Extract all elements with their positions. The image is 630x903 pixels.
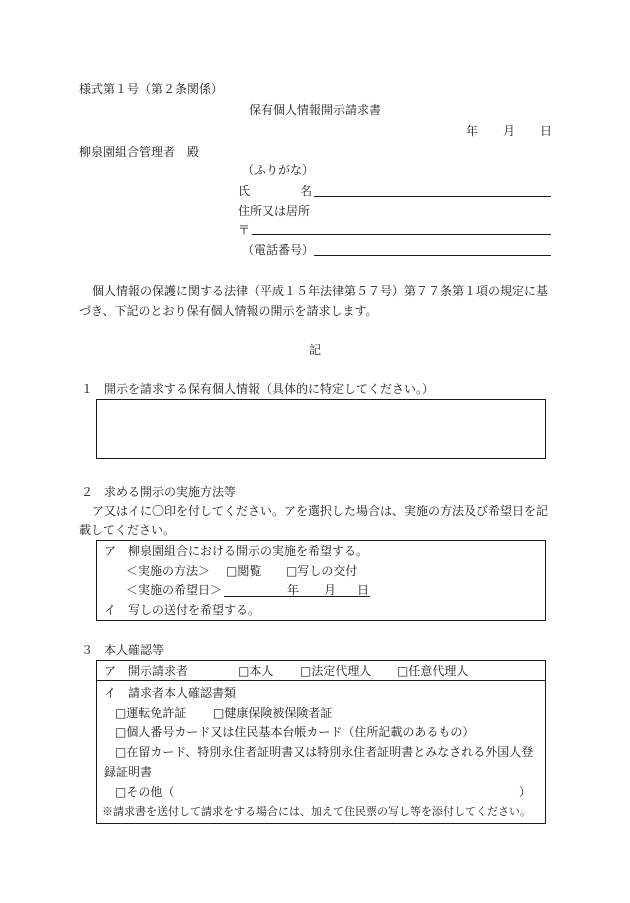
desired-date-label: ＜実施の希望日＞ bbox=[126, 583, 223, 597]
voluntary-agent-checkbox[interactable]: □任意代理人 bbox=[397, 664, 469, 678]
section3-heading: 本人確認等 bbox=[104, 643, 165, 657]
name-label-1: 氏 bbox=[238, 184, 251, 198]
section2-instruction-2: 載してください。 bbox=[79, 523, 176, 537]
self-checkbox[interactable]: □本人 bbox=[238, 664, 274, 678]
method-view-checkbox[interactable]: □閲覧 bbox=[226, 564, 262, 578]
desired-date-day: 日 bbox=[357, 583, 370, 597]
name-field[interactable] bbox=[314, 196, 551, 197]
desired-date-month: 月 bbox=[324, 583, 337, 597]
section3-number: ３ bbox=[81, 643, 94, 657]
intro-line-2: づき、下記のとおり保有個人情報の開示を請求します。 bbox=[79, 304, 378, 318]
address-label: 住所又は居所 bbox=[238, 204, 311, 218]
section3-row-divider bbox=[96, 680, 546, 681]
phone-field[interactable] bbox=[314, 255, 551, 256]
phone-label: （電話番号） bbox=[242, 243, 315, 257]
residence-card-checkbox[interactable]: □在留カード、特別永住者証明書又は特別永住者証明書とみなされる外国人登 bbox=[115, 745, 534, 759]
section3-id-box bbox=[96, 660, 546, 824]
intro-line-1: 個人情報の保護に関する法律（平成１５年法律第５７号）第７７条第１項の規定に基 bbox=[92, 284, 549, 298]
postal-mark: 〒 bbox=[238, 223, 251, 237]
desired-date-year: 年 bbox=[287, 583, 300, 597]
option-a-label[interactable]: ア 柳泉園組合における開示の実施を希望する。 bbox=[104, 544, 369, 558]
address-field[interactable] bbox=[252, 234, 551, 235]
legal-agent-checkbox[interactable]: □法定代理人 bbox=[300, 664, 372, 678]
addressee: 柳泉園組合管理者 殿 bbox=[79, 145, 200, 159]
section2-instruction-1: ア又はイに〇印を付してください。アを選択した場合は、実施の方法及び希望日を記 bbox=[92, 504, 549, 518]
method-copy-checkbox[interactable]: □写しの交付 bbox=[286, 564, 358, 578]
attachment-note: ※請求書を送付して請求をする場合には、加えて住民票の写し等を添付してください。 bbox=[102, 805, 531, 818]
date-month-label: 月 bbox=[503, 124, 516, 138]
id-documents-label: イ 請求者本人確認書類 bbox=[104, 686, 237, 700]
section1-number: １ bbox=[81, 382, 94, 396]
section2-heading: 求める開示の実施方法等 bbox=[104, 485, 237, 499]
ki-heading: 記 bbox=[308, 343, 321, 357]
method-label: ＜実施の方法＞ bbox=[126, 564, 211, 578]
other-checkbox[interactable]: □その他（ bbox=[115, 785, 175, 799]
date-day-label: 日 bbox=[540, 124, 553, 138]
requester-type-label: ア 開示請求者 bbox=[104, 664, 189, 678]
insurance-checkbox[interactable]: □健康保険被保険者証 bbox=[213, 706, 333, 720]
furigana-label: （ふりがな） bbox=[242, 163, 315, 177]
other-close-paren: ） bbox=[519, 785, 532, 799]
name-label-2: 名 bbox=[300, 184, 313, 198]
section2-number: ２ bbox=[81, 485, 94, 499]
mynumber-checkbox[interactable]: □個人番号カード又は住民基本台帳カード（住所記載のあるもの） bbox=[115, 725, 475, 739]
residence-card-continued: 録証明書 bbox=[104, 765, 153, 779]
license-checkbox[interactable]: □運転免許証 bbox=[115, 706, 187, 720]
section1-info-box[interactable] bbox=[96, 399, 546, 459]
option-i-label[interactable]: イ 写しの送付を希望する。 bbox=[104, 603, 261, 617]
date-year-label: 年 bbox=[466, 124, 479, 138]
page-title: 保有個人情報開示請求書 bbox=[248, 103, 381, 117]
section1-heading: 開示を請求する保有個人情報（具体的に特定してください。） bbox=[104, 382, 435, 396]
form-number: 様式第１号（第２条関係） bbox=[79, 82, 224, 96]
